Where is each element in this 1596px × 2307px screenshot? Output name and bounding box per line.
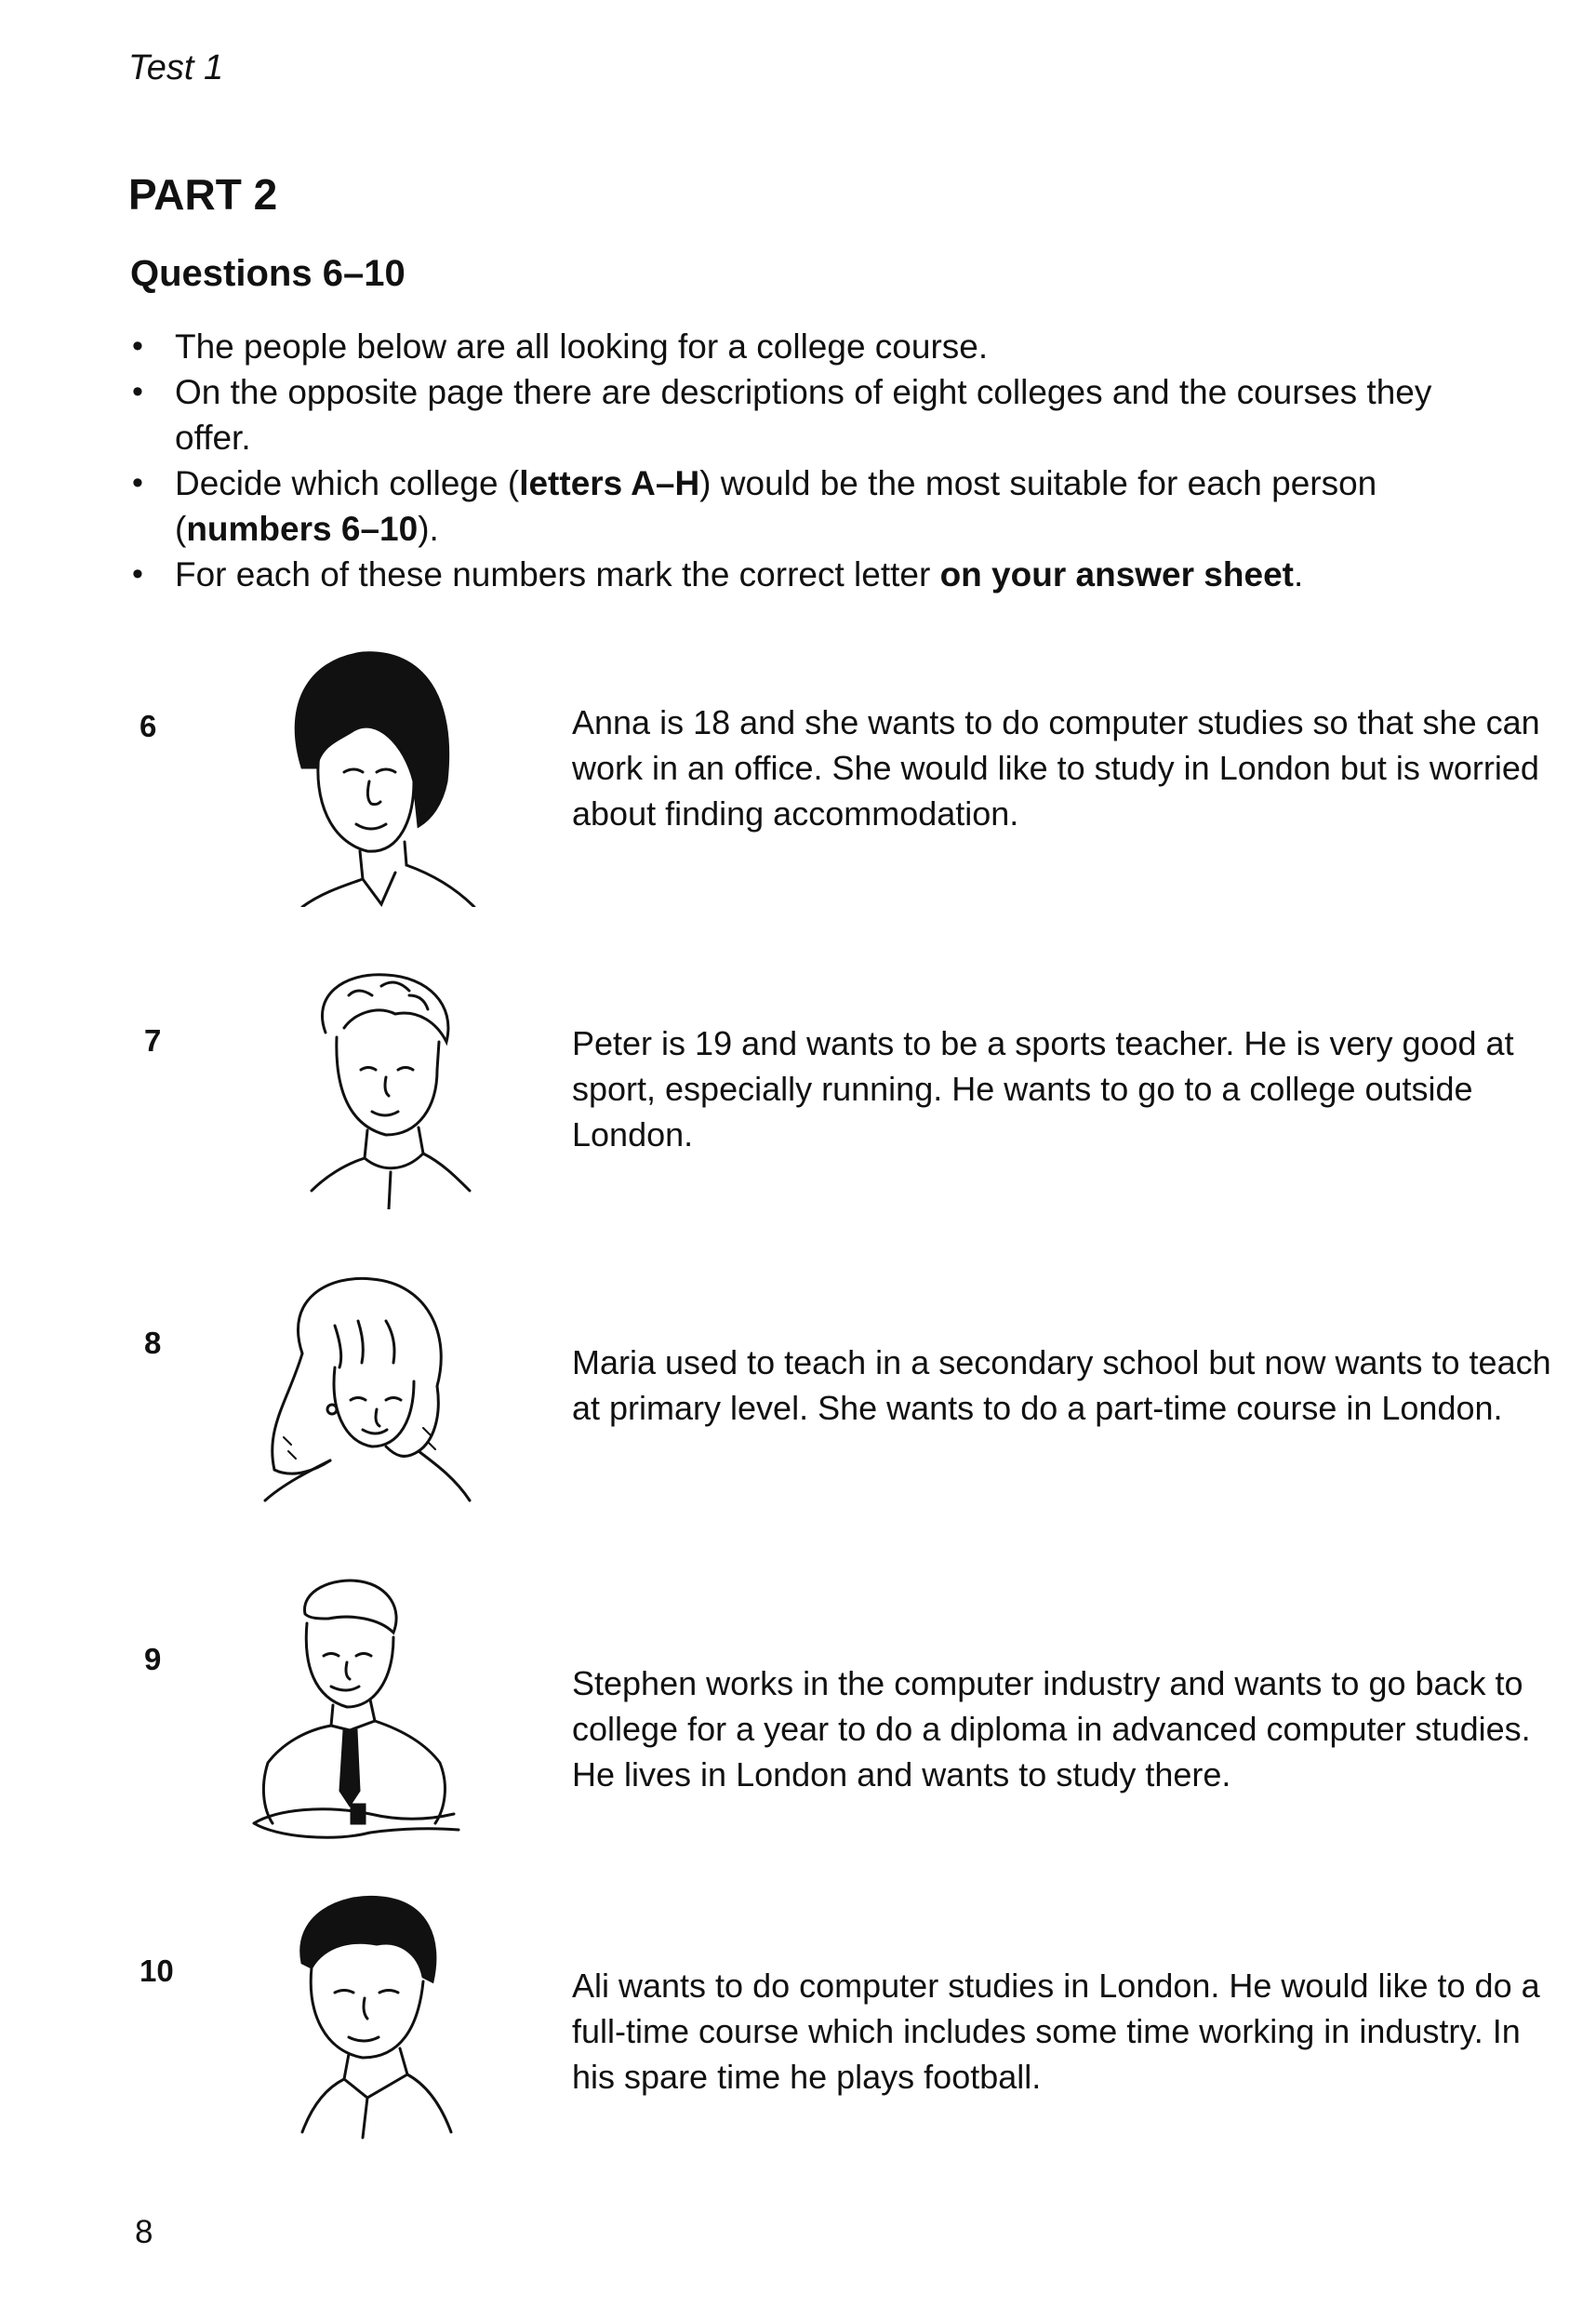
person-description-9: Stephen works in the computer industry and wants to go back to college for a year to do a diploma in advanced computer studies. He lives in London and wants to study there. <box>572 1664 1531 1794</box>
portrait-maria <box>246 1270 479 1502</box>
instructions-list <box>128 324 1449 597</box>
question-number-10: 10 <box>140 1954 174 1988</box>
instruction-emphasis: numbers 6–10 <box>186 510 419 548</box>
running-head: Test 1 <box>128 48 224 87</box>
instruction-item <box>128 324 1449 369</box>
instruction-item <box>128 552 1449 597</box>
question-number-9: 9 <box>144 1642 162 1676</box>
portrait-stephen <box>240 1577 477 1856</box>
instruction-text: For each of these numbers mark the correct letter <box>175 555 940 593</box>
portrait-ali <box>270 1888 465 2140</box>
person-description-6: Anna is 18 and she wants to do computer studies so that she can work in an office. She would like to study in London but is worried about finding accommodation. <box>572 703 1540 833</box>
question-number-8: 8 <box>144 1326 162 1360</box>
instruction-emphasis: on your answer sheet <box>939 555 1294 593</box>
instruction-item <box>128 369 1449 460</box>
person-description-7: Peter is 19 and wants to be a sports teacher. He is very good at sport, especially running. He wants to go to a college outside London. <box>572 1024 1514 1154</box>
instruction-emphasis: letters A–H <box>519 464 700 502</box>
question-number-6: 6 <box>140 709 157 743</box>
question-number-7: 7 <box>144 1023 162 1058</box>
portrait-anna <box>265 642 479 907</box>
instruction-text: ). <box>418 510 439 548</box>
questions-title: Questions 6–10 <box>130 253 406 294</box>
instruction-item <box>128 460 1449 552</box>
instruction-text: The people below are all looking for a college course. <box>175 327 989 366</box>
instruction-text: On the opposite page there are descriptions of eight colleges and the courses they offer. <box>175 373 1432 457</box>
instruction-text: . <box>1293 555 1304 593</box>
portrait-peter <box>298 967 474 1209</box>
page-number: 8 <box>135 2214 153 2250</box>
person-description-10: Ali wants to do computer studies in London. He would like to do a full-time course which includes some time working in industry. In his spare time he plays football. <box>572 1967 1540 2096</box>
part-title: PART 2 <box>128 170 278 219</box>
instruction-text: ) would be the most suitable for each person ( <box>175 464 1377 548</box>
person-description-8: Maria used to teach in a secondary school but now wants to teach at primary level. She wants to do a part-time course in London. <box>572 1343 1551 1427</box>
instruction-text: Decide which college ( <box>175 464 520 502</box>
